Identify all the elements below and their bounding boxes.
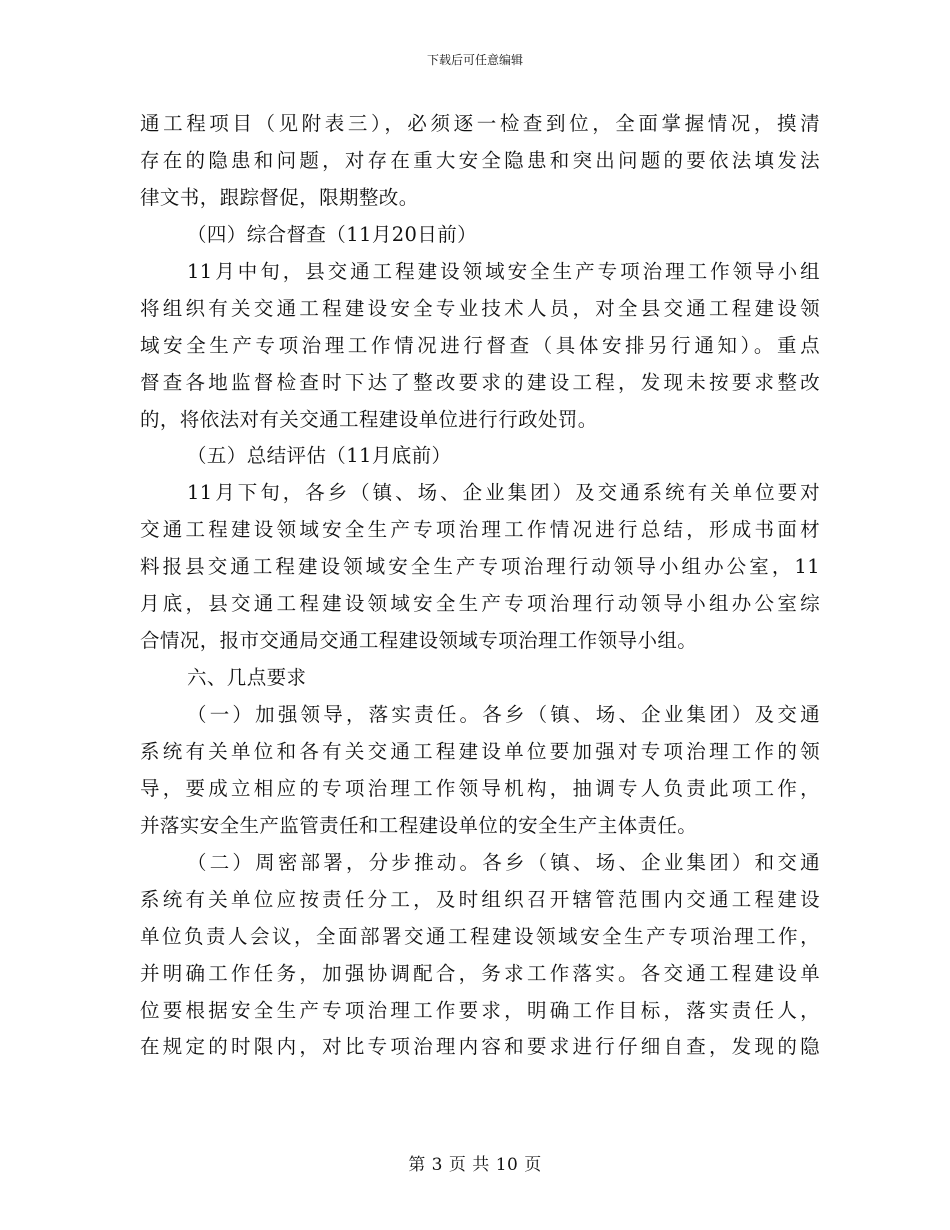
text-line: 并落实安全生产监管责任和工程建设单位的安全生产主体责任。	[140, 813, 698, 837]
text-line: 单位负责人会议，全面部署交通工程建设领域安全生产专项治理工作，	[140, 924, 820, 948]
text-line: 系统有关单位和各有关交通工程建设单位要加强对专项治理工作的领	[140, 739, 820, 763]
text-line: 系统有关单位应按责任分工，及时组织召开辖管范围内交通工程建设	[140, 887, 820, 911]
text-line: 交通工程建设领域安全生产专项治理工作情况进行总结，形成书面材	[140, 518, 820, 542]
document-body	[140, 106, 820, 1066]
page-header: 下载后可任意编辑	[426, 53, 523, 67]
text-line: 律文书，跟踪督促，限期整改。	[140, 185, 419, 209]
text-line: 合情况，报市交通局交通工程建设领域专项治理工作领导小组。	[140, 629, 698, 653]
text-line: 并明确工作任务，加强协调配合，务求工作落实。各交通工程建设单	[140, 961, 820, 985]
text-line: 域安全生产专项治理工作情况进行督查（具体安排另行通知）。重点	[140, 333, 820, 357]
section-heading: 六、几点要求	[187, 666, 307, 690]
text-line: 的，将依法对有关交通工程建设单位进行行政处罚。	[140, 407, 598, 431]
text-line: 在规定的时限内，对比专项治理内容和要求进行仔细自查，发现的隐	[140, 1035, 820, 1059]
page-number-footer: 第 3 页 共 10 页	[408, 1155, 542, 1175]
text-line: 导，要成立相应的专项治理工作领导机构，抽调专人负责此项工作，	[140, 776, 820, 800]
text-line: （二）周密部署，分步推动。各乡（镇、场、企业集团）和交通	[187, 850, 820, 874]
text-line: 料报县交通工程建设领域安全生产专项治理行动领导小组办公室，11	[140, 555, 820, 579]
text-line: 将组织有关交通工程建设安全专业技术人员，对全县交通工程建设领	[140, 296, 820, 320]
text-line: 位要根据安全生产专项治理工作要求，明确工作目标，落实责任人，	[140, 998, 820, 1022]
section-heading: （四）综合督查（11月20日前）	[187, 222, 478, 246]
section-heading: （五）总结评估（11月底前）	[187, 444, 452, 468]
text-line: 11月下旬，各乡（镇、场、企业集团）及交通系统有关单位要对	[187, 481, 820, 505]
text-line: （一）加强领导，落实责任。各乡（镇、场、企业集团）及交通	[187, 703, 820, 726]
text-line: 通工程项目（见附表三），必须逐一检查到位，全面掌握情况，摸清	[140, 112, 820, 135]
text-line: 存在的隐患和问题，对存在重大安全隐患和突出问题的要依法填发法	[140, 148, 820, 172]
text-line: 11月中旬，县交通工程建设领域安全生产专项治理工作领导小组	[187, 259, 820, 283]
text-line: 月底，县交通工程建设领域安全生产专项治理行动领导小组办公室综	[140, 592, 820, 616]
text-line: 督查各地监督检查时下达了整改要求的建设工程，发现未按要求整改	[140, 370, 820, 394]
